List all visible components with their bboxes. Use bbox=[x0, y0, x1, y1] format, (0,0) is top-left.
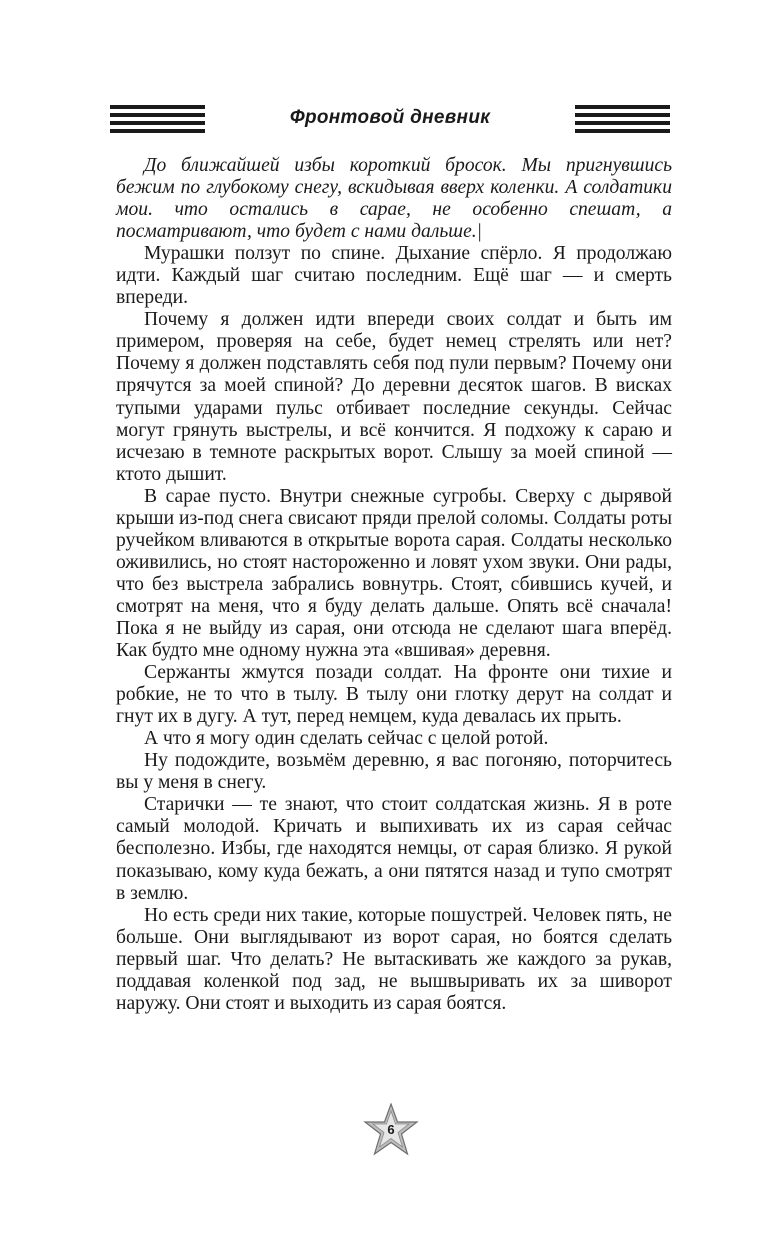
paragraph: Старички — те знают, что стоит солдатская жизнь. Я в роте самый молодой. Кричать и выпихивать их из сарая сейчас бесполезно. Избы, где находятся немцы, от сарая близко. Я рукой показываю, кому куда бежать, а они пятятся назад и тупо смотрят в землю. bbox=[116, 794, 672, 904]
paragraph-intro: До ближайшей избы короткий бросок. Мы пригнувшись бежим по глубокому снегу, вскидывая вверх коленки. А солдатики мои. что остались в сарае, не особенно спешат, а посматривают, что будет с нами дальше.| bbox=[116, 155, 672, 243]
paragraph: Почему я должен идти впереди своих солдат и быть им примером, проверяя на себе, будет немец стрелять или нет? Почему я должен подставлять себя под пули первым? Почему они прячутся за моей спиной? До деревни десяток шагов. В висках тупыми ударами пульс отбивает последние секунды. Сейчас могут грянуть выстрелы, и всё кончится. Я подхожу к сараю и исчезаю в темноте раскрытых ворот. Слышу за моей спиной — ктото дышит. bbox=[116, 309, 672, 485]
paragraph: Но есть среди них такие, которые пошустрей. Человек пять, не больше. Они выглядывают из ворот сарая, но боятся сделать первый шаг. Что делать? Не вытаскивать же каждого за рукав, поддавая коленкой под зад, не вышвыривать их за шиворот наружу. Они стоят и выходить из сарая боятся. bbox=[116, 904, 672, 1014]
header-stripes-right bbox=[575, 104, 670, 134]
running-header bbox=[110, 104, 670, 134]
paragraph: Ну подождите, возьмём деревню, я вас погоняю, поторчитесь вы у меня в снегу. bbox=[116, 750, 672, 794]
paragraph: Сержанты жмутся позади солдат. На фронте они тихие и робкие, не то что в тылу. В тылу они глотку дерут на солдат и гнут их в дугу. А тут, перед немцем, куда девалась их прыть. bbox=[116, 662, 672, 728]
header-title: Фронтовой дневник bbox=[289, 107, 491, 128]
page-number: 6 bbox=[387, 1122, 395, 1137]
paragraph: А что я могу один сделать сейчас с целой ротой. bbox=[144, 728, 549, 750]
page-number-ornament bbox=[363, 1103, 419, 1157]
paragraph: Мурашки ползут по спине. Дыхание спёрло. Я продолжаю идти. Каждый шаг считаю последним. Ещё шаг — и смерть впереди. bbox=[116, 243, 672, 309]
paragraph: В сарае пусто. Внутри снежные сугробы. Сверху с дырявой крыши из-под снега свисают пряди прелой соломы. Солдаты роты ручейком вливаются в открытые ворота сарая. Солдаты несколько оживились, но стоят настороженно и ловят ухом звуки. Они рады, что без выстрела забрались вовнутрь. Стоят, сбившись кучей, и смотрят на меня, что я буду делать дальше. Опять всё сначала! Пока я не выйду из сарая, они отсюда не сделают шага вперёд. Как будто мне одному нужна эта «вшивая» деревня. bbox=[116, 485, 672, 662]
body-text bbox=[116, 155, 672, 1015]
header-stripes-left bbox=[110, 104, 205, 134]
